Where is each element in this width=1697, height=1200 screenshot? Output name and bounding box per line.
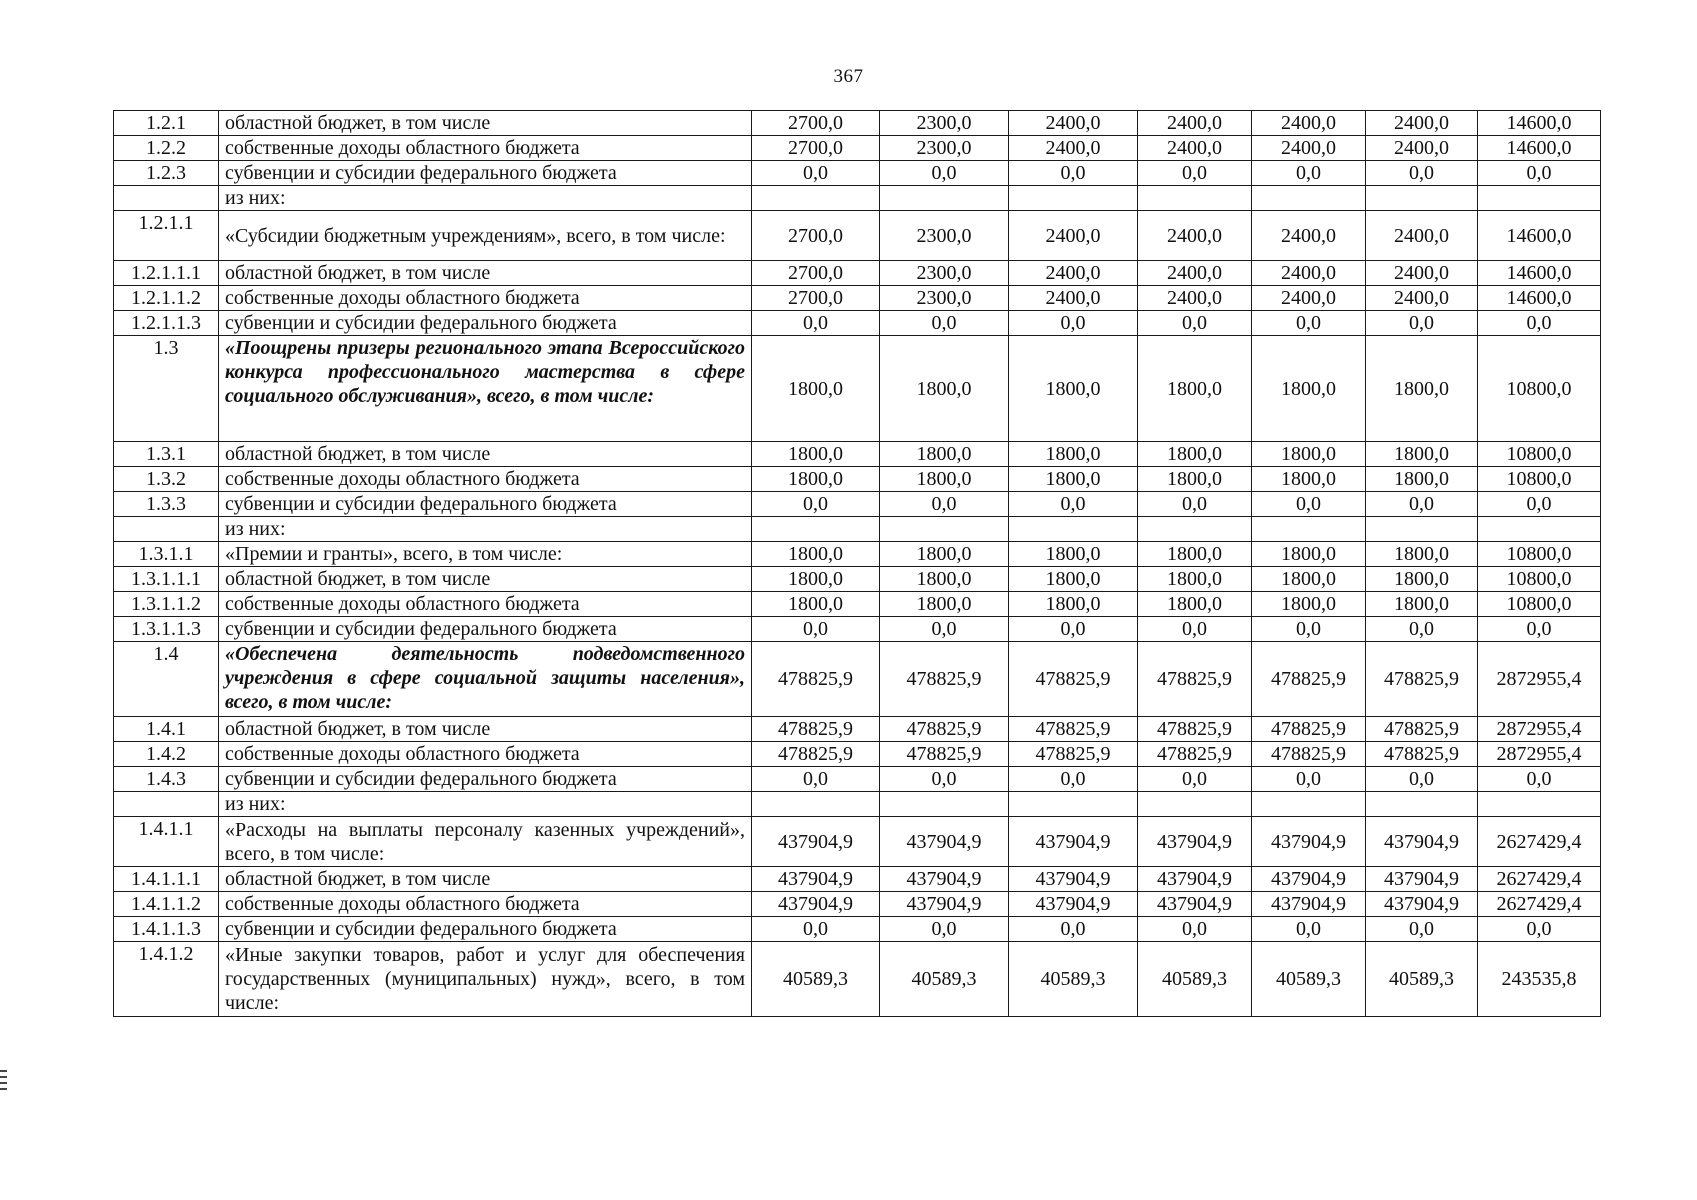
- row-year-value: 437904,9: [1366, 817, 1478, 867]
- row-year-value: 2400,0: [1009, 136, 1138, 161]
- row-year-value: [1366, 792, 1478, 817]
- row-year-value: 2700,0: [752, 136, 880, 161]
- row-year-value: 1800,0: [1252, 592, 1366, 617]
- table-body: [114, 111, 1601, 1017]
- row-year-value: 437904,9: [1252, 892, 1366, 917]
- row-year-value: 1800,0: [1009, 442, 1138, 467]
- row-year-value: 1800,0: [880, 467, 1009, 492]
- row-total-value: 2627429,4: [1478, 817, 1601, 867]
- row-total-value: 10800,0: [1478, 467, 1601, 492]
- row-year-value: 40589,3: [1366, 942, 1478, 1017]
- table-row: [114, 336, 1601, 442]
- row-year-value: 2400,0: [1366, 111, 1478, 136]
- row-year-value: 478825,9: [880, 742, 1009, 767]
- row-year-value: 2700,0: [752, 261, 880, 286]
- row-total-value: 10800,0: [1478, 336, 1601, 442]
- row-year-value: 0,0: [1366, 617, 1478, 642]
- row-year-value: 478825,9: [880, 717, 1009, 742]
- row-year-value: 0,0: [752, 311, 880, 336]
- row-year-value: [1138, 517, 1252, 542]
- row-code: 1.3: [114, 336, 219, 442]
- row-year-value: 1800,0: [1366, 336, 1478, 442]
- row-year-value: 2700,0: [752, 111, 880, 136]
- row-total-value: 2627429,4: [1478, 867, 1601, 892]
- row-year-value: [1366, 517, 1478, 542]
- row-total-value: 14600,0: [1478, 211, 1601, 261]
- row-year-value: 478825,9: [1138, 642, 1252, 717]
- table-row: [114, 211, 1601, 261]
- row-year-value: 478825,9: [1252, 742, 1366, 767]
- scan-edge-marks: [0, 1070, 8, 1094]
- table-row: [114, 592, 1601, 617]
- table-row: [114, 111, 1601, 136]
- row-year-value: [1252, 186, 1366, 211]
- table-row: [114, 642, 1601, 717]
- row-total-value: 0,0: [1478, 311, 1601, 336]
- row-name: областной бюджет, в том числе: [219, 442, 752, 467]
- row-year-value: 1800,0: [752, 467, 880, 492]
- row-year-value: 1800,0: [880, 442, 1009, 467]
- row-name: «Субсидии бюджетным учреждениям», всего, в том числе:: [219, 211, 752, 261]
- row-year-value: 0,0: [1138, 492, 1252, 517]
- table-row: [114, 617, 1601, 642]
- row-code: 1.2.1.1.1: [114, 261, 219, 286]
- row-name: собственные доходы областного бюджета: [219, 892, 752, 917]
- row-year-value: [752, 517, 880, 542]
- row-year-value: 2400,0: [1366, 261, 1478, 286]
- row-year-value: 2400,0: [1138, 286, 1252, 311]
- row-year-value: 437904,9: [1138, 867, 1252, 892]
- row-code: 1.3.2: [114, 467, 219, 492]
- row-total-value: 2872955,4: [1478, 742, 1601, 767]
- row-year-value: 0,0: [1009, 917, 1138, 942]
- row-total-value: 2627429,4: [1478, 892, 1601, 917]
- table-row: [114, 917, 1601, 942]
- row-code: 1.2.1.1.2: [114, 286, 219, 311]
- row-year-value: 0,0: [1009, 161, 1138, 186]
- row-year-value: [1366, 186, 1478, 211]
- row-year-value: 1800,0: [1366, 567, 1478, 592]
- table-row: [114, 186, 1601, 211]
- row-year-value: 40589,3: [1138, 942, 1252, 1017]
- row-code: 1.3.1.1.2: [114, 592, 219, 617]
- row-year-value: 478825,9: [1138, 742, 1252, 767]
- row-year-value: 0,0: [1366, 161, 1478, 186]
- row-name: субвенции и субсидии федерального бюджета: [219, 311, 752, 336]
- row-year-value: 1800,0: [880, 592, 1009, 617]
- row-year-value: [880, 186, 1009, 211]
- row-year-value: 478825,9: [1009, 742, 1138, 767]
- row-year-value: 0,0: [1252, 311, 1366, 336]
- row-name: «Поощрены призеры регионального этапа Всероссийского конкурса профессионального мастерства в сфере социального обслуживания», всего, в том числе:: [219, 336, 752, 442]
- row-code: [114, 186, 219, 211]
- row-year-value: 0,0: [1138, 617, 1252, 642]
- row-year-value: 0,0: [880, 917, 1009, 942]
- row-total-value: 0,0: [1478, 161, 1601, 186]
- row-year-value: 2400,0: [1252, 286, 1366, 311]
- row-name: собственные доходы областного бюджета: [219, 592, 752, 617]
- row-year-value: 0,0: [880, 161, 1009, 186]
- row-year-value: 0,0: [1009, 311, 1138, 336]
- row-year-value: 1800,0: [1252, 542, 1366, 567]
- row-code: 1.4.1.1: [114, 817, 219, 867]
- row-code: 1.4.3: [114, 767, 219, 792]
- row-total-value: 14600,0: [1478, 261, 1601, 286]
- row-code: 1.4: [114, 642, 219, 717]
- row-year-value: 1800,0: [752, 567, 880, 592]
- row-name: «Премии и гранты», всего, в том числе:: [219, 542, 752, 567]
- row-year-value: [1138, 792, 1252, 817]
- row-year-value: 2300,0: [880, 211, 1009, 261]
- row-year-value: 0,0: [1138, 161, 1252, 186]
- row-year-value: 2400,0: [1366, 136, 1478, 161]
- row-total-value: 243535,8: [1478, 942, 1601, 1017]
- row-year-value: 1800,0: [1252, 442, 1366, 467]
- row-year-value: [1009, 517, 1138, 542]
- row-name: областной бюджет, в том числе: [219, 111, 752, 136]
- row-code: [114, 517, 219, 542]
- row-year-value: 437904,9: [752, 817, 880, 867]
- row-year-value: 1800,0: [1009, 542, 1138, 567]
- row-code: [114, 792, 219, 817]
- table-row: [114, 717, 1601, 742]
- row-year-value: 1800,0: [1009, 592, 1138, 617]
- row-year-value: 0,0: [1252, 161, 1366, 186]
- table-row: [114, 817, 1601, 867]
- row-total-value: [1478, 792, 1601, 817]
- row-year-value: [1138, 186, 1252, 211]
- row-year-value: 437904,9: [880, 892, 1009, 917]
- table-row: [114, 892, 1601, 917]
- row-code: 1.4.2: [114, 742, 219, 767]
- row-year-value: 0,0: [1009, 492, 1138, 517]
- table-row: [114, 867, 1601, 892]
- row-year-value: 2400,0: [1009, 261, 1138, 286]
- table-row: [114, 161, 1601, 186]
- table-row: [114, 442, 1601, 467]
- row-year-value: 1800,0: [1252, 336, 1366, 442]
- row-year-value: 1800,0: [752, 336, 880, 442]
- row-code: 1.3.1: [114, 442, 219, 467]
- row-name: областной бюджет, в том числе: [219, 717, 752, 742]
- row-year-value: 0,0: [1252, 617, 1366, 642]
- row-year-value: 478825,9: [1009, 642, 1138, 717]
- budget-table: [113, 110, 1601, 1017]
- row-name: субвенции и субсидии федерального бюджета: [219, 917, 752, 942]
- row-year-value: 0,0: [880, 492, 1009, 517]
- row-year-value: [752, 792, 880, 817]
- row-year-value: 478825,9: [1366, 717, 1478, 742]
- row-year-value: 437904,9: [1009, 867, 1138, 892]
- row-year-value: 437904,9: [1252, 867, 1366, 892]
- row-year-value: 1800,0: [752, 592, 880, 617]
- row-year-value: 478825,9: [752, 717, 880, 742]
- table-row: [114, 136, 1601, 161]
- table-row: [114, 792, 1601, 817]
- row-code: 1.3.1.1.1: [114, 567, 219, 592]
- row-name: субвенции и субсидии федерального бюджета: [219, 617, 752, 642]
- row-year-value: 1800,0: [1366, 592, 1478, 617]
- row-year-value: 0,0: [752, 617, 880, 642]
- row-year-value: 1800,0: [752, 542, 880, 567]
- row-name: из них:: [219, 792, 752, 817]
- row-name: из них:: [219, 517, 752, 542]
- row-year-value: [880, 517, 1009, 542]
- row-total-value: 0,0: [1478, 767, 1601, 792]
- row-year-value: 1800,0: [1138, 336, 1252, 442]
- row-year-value: 1800,0: [1138, 467, 1252, 492]
- row-year-value: 0,0: [752, 161, 880, 186]
- row-name: собственные доходы областного бюджета: [219, 742, 752, 767]
- row-year-value: 437904,9: [1009, 892, 1138, 917]
- row-year-value: [752, 186, 880, 211]
- row-year-value: 478825,9: [880, 642, 1009, 717]
- row-year-value: [880, 792, 1009, 817]
- table-row: [114, 942, 1601, 1017]
- row-name: «Иные закупки товаров, работ и услуг для обеспечения государственных (муниципальных) нужд», всего, в том числе:: [219, 942, 752, 1017]
- row-total-value: 10800,0: [1478, 592, 1601, 617]
- row-year-value: 0,0: [1252, 492, 1366, 517]
- row-year-value: 0,0: [1009, 767, 1138, 792]
- table-row: [114, 467, 1601, 492]
- row-year-value: 1800,0: [1366, 467, 1478, 492]
- row-year-value: 1800,0: [880, 336, 1009, 442]
- row-year-value: 1800,0: [752, 442, 880, 467]
- row-year-value: 40589,3: [752, 942, 880, 1017]
- row-code: 1.4.1: [114, 717, 219, 742]
- row-year-value: 0,0: [1366, 917, 1478, 942]
- row-code: 1.2.1.1.3: [114, 311, 219, 336]
- table-row: [114, 286, 1601, 311]
- row-year-value: 437904,9: [1366, 867, 1478, 892]
- row-name: областной бюджет, в том числе: [219, 867, 752, 892]
- row-code: 1.3.1.1.3: [114, 617, 219, 642]
- row-year-value: 2400,0: [1366, 211, 1478, 261]
- row-year-value: 1800,0: [1252, 467, 1366, 492]
- row-year-value: 437904,9: [1009, 817, 1138, 867]
- row-code: 1.4.1.1.3: [114, 917, 219, 942]
- row-year-value: 2300,0: [880, 111, 1009, 136]
- row-year-value: 437904,9: [1138, 892, 1252, 917]
- row-code: 1.2.3: [114, 161, 219, 186]
- row-total-value: 0,0: [1478, 617, 1601, 642]
- row-name: собственные доходы областного бюджета: [219, 286, 752, 311]
- row-year-value: 1800,0: [1009, 467, 1138, 492]
- row-year-value: [1009, 186, 1138, 211]
- row-year-value: 2400,0: [1138, 211, 1252, 261]
- table-row: [114, 311, 1601, 336]
- row-year-value: 2400,0: [1252, 111, 1366, 136]
- row-year-value: 1800,0: [1366, 542, 1478, 567]
- row-year-value: 2400,0: [1009, 286, 1138, 311]
- row-total-value: 10800,0: [1478, 567, 1601, 592]
- table-row: [114, 567, 1601, 592]
- row-year-value: 2400,0: [1138, 261, 1252, 286]
- row-year-value: 0,0: [1009, 617, 1138, 642]
- row-year-value: 1800,0: [1138, 442, 1252, 467]
- row-year-value: 0,0: [1366, 767, 1478, 792]
- row-code: 1.3.3: [114, 492, 219, 517]
- row-code: 1.2.1.1: [114, 211, 219, 261]
- row-code: 1.2.1: [114, 111, 219, 136]
- row-year-value: 0,0: [880, 767, 1009, 792]
- row-year-value: 437904,9: [1138, 817, 1252, 867]
- table-row: [114, 742, 1601, 767]
- row-year-value: 478825,9: [752, 742, 880, 767]
- row-name: областной бюджет, в том числе: [219, 567, 752, 592]
- row-year-value: 40589,3: [880, 942, 1009, 1017]
- row-year-value: 2300,0: [880, 286, 1009, 311]
- row-year-value: [1252, 517, 1366, 542]
- row-total-value: 10800,0: [1478, 542, 1601, 567]
- row-name: областной бюджет, в том числе: [219, 261, 752, 286]
- row-year-value: 1800,0: [1009, 336, 1138, 442]
- row-name: субвенции и субсидии федерального бюджета: [219, 767, 752, 792]
- row-year-value: 478825,9: [752, 642, 880, 717]
- row-year-value: 1800,0: [1138, 542, 1252, 567]
- row-year-value: 2300,0: [880, 136, 1009, 161]
- row-year-value: 0,0: [880, 617, 1009, 642]
- row-year-value: 2400,0: [1366, 286, 1478, 311]
- row-year-value: 478825,9: [1252, 642, 1366, 717]
- row-year-value: 437904,9: [1366, 892, 1478, 917]
- table-row: [114, 261, 1601, 286]
- row-year-value: 2400,0: [1009, 111, 1138, 136]
- row-year-value: 0,0: [1252, 917, 1366, 942]
- row-name: субвенции и субсидии федерального бюджета: [219, 161, 752, 186]
- row-year-value: 478825,9: [1009, 717, 1138, 742]
- row-code: 1.2.2: [114, 136, 219, 161]
- row-year-value: 0,0: [1366, 311, 1478, 336]
- row-year-value: 1800,0: [880, 567, 1009, 592]
- table-row: [114, 492, 1601, 517]
- row-total-value: 2872955,4: [1478, 717, 1601, 742]
- row-year-value: 0,0: [752, 767, 880, 792]
- row-year-value: 1800,0: [1138, 592, 1252, 617]
- row-year-value: 437904,9: [752, 867, 880, 892]
- row-total-value: 14600,0: [1478, 286, 1601, 311]
- row-year-value: 2400,0: [1138, 136, 1252, 161]
- row-name: собственные доходы областного бюджета: [219, 467, 752, 492]
- row-year-value: [1252, 792, 1366, 817]
- row-total-value: [1478, 517, 1601, 542]
- row-year-value: 2700,0: [752, 211, 880, 261]
- row-year-value: 437904,9: [752, 892, 880, 917]
- row-year-value: 478825,9: [1252, 717, 1366, 742]
- row-year-value: 2400,0: [1252, 136, 1366, 161]
- row-name: из них:: [219, 186, 752, 211]
- row-year-value: 1800,0: [1366, 442, 1478, 467]
- table-row: [114, 542, 1601, 567]
- row-code: 1.4.1.1.1: [114, 867, 219, 892]
- row-name: субвенции и субсидии федерального бюджета: [219, 492, 752, 517]
- row-year-value: 0,0: [1252, 767, 1366, 792]
- row-name: «Обеспечена деятельность подведомственного учреждения в сфере социальной защиты населения», всего, в том числе:: [219, 642, 752, 717]
- row-year-value: 437904,9: [880, 867, 1009, 892]
- row-year-value: 437904,9: [880, 817, 1009, 867]
- row-code: 1.4.1.1.2: [114, 892, 219, 917]
- table-row: [114, 517, 1601, 542]
- row-total-value: 2872955,4: [1478, 642, 1601, 717]
- row-total-value: 14600,0: [1478, 111, 1601, 136]
- row-total-value: 0,0: [1478, 917, 1601, 942]
- row-code: 1.3.1.1: [114, 542, 219, 567]
- row-year-value: 0,0: [752, 917, 880, 942]
- row-year-value: 2400,0: [1009, 211, 1138, 261]
- row-name: «Расходы на выплаты персоналу казенных учреждений», всего, в том числе:: [219, 817, 752, 867]
- row-code: 1.4.1.2: [114, 942, 219, 1017]
- row-total-value: 10800,0: [1478, 442, 1601, 467]
- row-year-value: 0,0: [880, 311, 1009, 336]
- row-year-value: 2400,0: [1252, 211, 1366, 261]
- row-year-value: 40589,3: [1252, 942, 1366, 1017]
- row-year-value: 0,0: [1138, 311, 1252, 336]
- row-year-value: 1800,0: [1009, 567, 1138, 592]
- row-year-value: 478825,9: [1138, 717, 1252, 742]
- row-year-value: 0,0: [1138, 917, 1252, 942]
- row-year-value: 40589,3: [1009, 942, 1138, 1017]
- row-year-value: [1009, 792, 1138, 817]
- row-year-value: 1800,0: [880, 542, 1009, 567]
- page-number: 367: [833, 66, 864, 87]
- row-year-value: 478825,9: [1366, 742, 1478, 767]
- row-year-value: 0,0: [1138, 767, 1252, 792]
- row-year-value: 478825,9: [1366, 642, 1478, 717]
- row-year-value: 2700,0: [752, 286, 880, 311]
- row-total-value: 0,0: [1478, 492, 1601, 517]
- row-year-value: 0,0: [1366, 492, 1478, 517]
- table-row: [114, 767, 1601, 792]
- row-year-value: 0,0: [752, 492, 880, 517]
- row-total-value: [1478, 186, 1601, 211]
- row-name: собственные доходы областного бюджета: [219, 136, 752, 161]
- row-year-value: 2300,0: [880, 261, 1009, 286]
- row-total-value: 14600,0: [1478, 136, 1601, 161]
- row-year-value: 2400,0: [1252, 261, 1366, 286]
- row-year-value: 1800,0: [1138, 567, 1252, 592]
- row-year-value: 437904,9: [1252, 817, 1366, 867]
- row-year-value: 1800,0: [1252, 567, 1366, 592]
- row-year-value: 2400,0: [1138, 111, 1252, 136]
